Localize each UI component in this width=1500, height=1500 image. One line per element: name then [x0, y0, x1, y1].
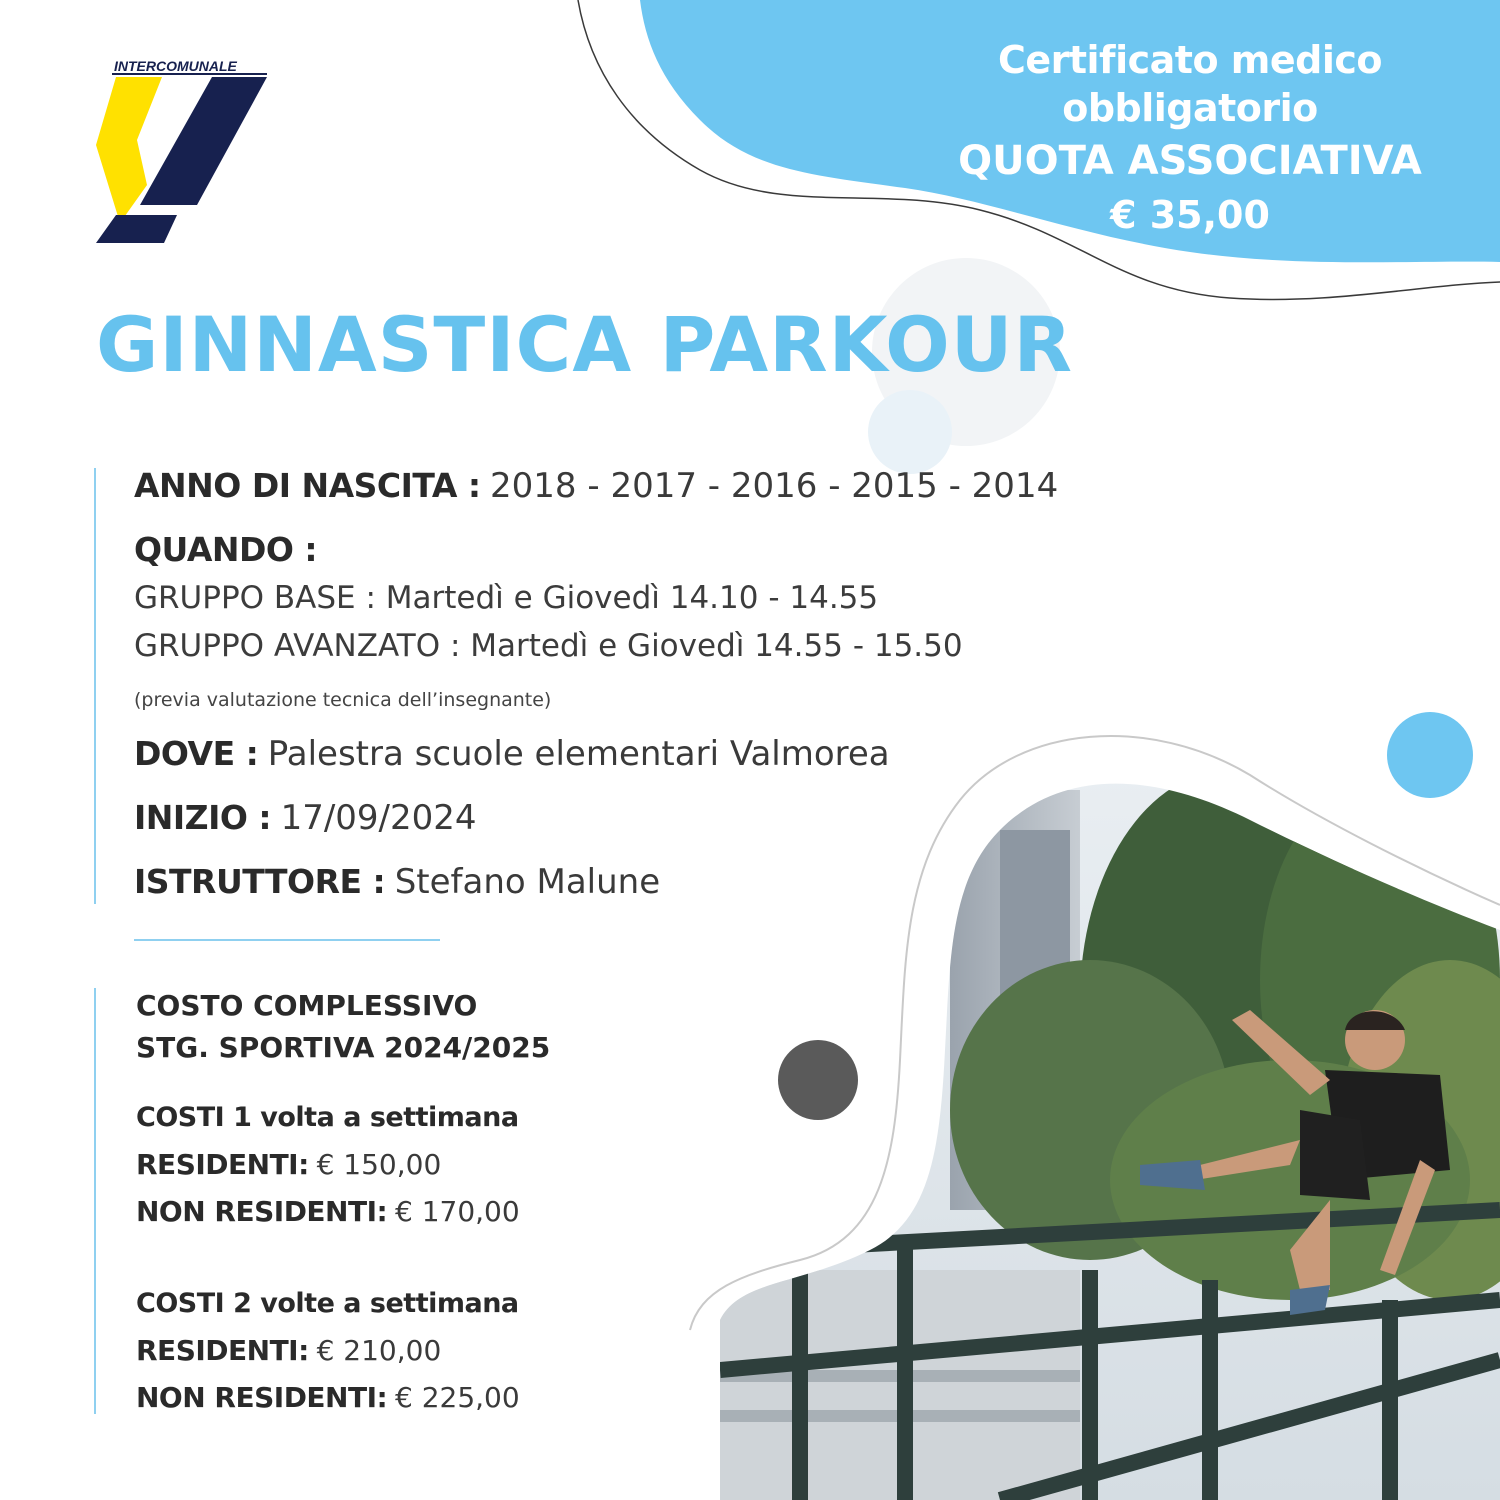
evaluation-note: (previa valutazione tecnica dell’insegnante) — [134, 689, 552, 711]
start-row — [134, 796, 477, 840]
medical-certificate-note: Certificato medico obbligatorio — [997, 38, 1383, 130]
residents-label: RESIDENTI: — [136, 1148, 309, 1181]
start-label: INIZIO : — [134, 798, 272, 837]
costs-twice-non-residents — [136, 1374, 736, 1421]
non-residents-price: € 225,00 — [395, 1381, 520, 1414]
logo-text: INTERCOMUNALE — [114, 58, 237, 74]
section-divider — [134, 939, 440, 941]
non-residents-label: NON RESIDENTI: — [136, 1195, 388, 1228]
instructor-row — [134, 860, 660, 904]
intercomunale-logo — [92, 55, 272, 245]
costs-twice-title: COSTI 2 volte a settimana — [136, 1288, 519, 1319]
where-value: Palestra scuole elementari Valmorea — [267, 734, 890, 774]
birth-year-row — [134, 464, 1058, 508]
costs-once-non-residents — [136, 1188, 736, 1235]
when-label: QUANDO : — [134, 530, 318, 569]
residents-label: RESIDENTI: — [136, 1334, 309, 1367]
when-row — [134, 528, 317, 572]
instructor-label: ISTRUTTORE : — [134, 862, 386, 901]
fee-block — [880, 36, 1500, 242]
page-title: GINNASTICA PARKOUR — [96, 300, 1073, 389]
non-residents-price: € 170,00 — [395, 1195, 520, 1228]
membership-fee-label: QUOTA ASSOCIATIVA — [958, 138, 1422, 184]
birth-year-value: 2018 - 2017 - 2016 - 2015 - 2014 — [490, 466, 1059, 506]
residents-price: € 210,00 — [316, 1334, 442, 1367]
costs-heading-line1: COSTO COMPLESSIVO — [136, 989, 478, 1022]
costs-once-title: COSTI 1 volta a settimana — [136, 1102, 519, 1133]
costs-section — [136, 985, 736, 1421]
costs-once-residents — [136, 1141, 736, 1188]
where-row — [134, 732, 890, 776]
costs-twice-residents — [136, 1327, 736, 1374]
residents-price: € 150,00 — [316, 1148, 442, 1181]
membership-fee-amount: € 35,00 — [1110, 193, 1270, 237]
birth-year-label: ANNO DI NASCITA : — [134, 466, 481, 505]
where-label: DOVE : — [134, 734, 259, 773]
costs-heading-line2: STG. SPORTIVA 2024/2025 — [136, 1031, 551, 1064]
group-base-schedule: GRUPPO BASE : Martedì e Giovedì 14.10 - 14.55 — [134, 580, 879, 616]
group-advanced-schedule: GRUPPO AVANZATO : Martedì e Giovedì 14.55 - 15.50 — [134, 628, 963, 664]
start-value: 17/09/2024 — [280, 798, 477, 838]
non-residents-label: NON RESIDENTI: — [136, 1381, 388, 1414]
instructor-value: Stefano Malune — [394, 862, 661, 902]
